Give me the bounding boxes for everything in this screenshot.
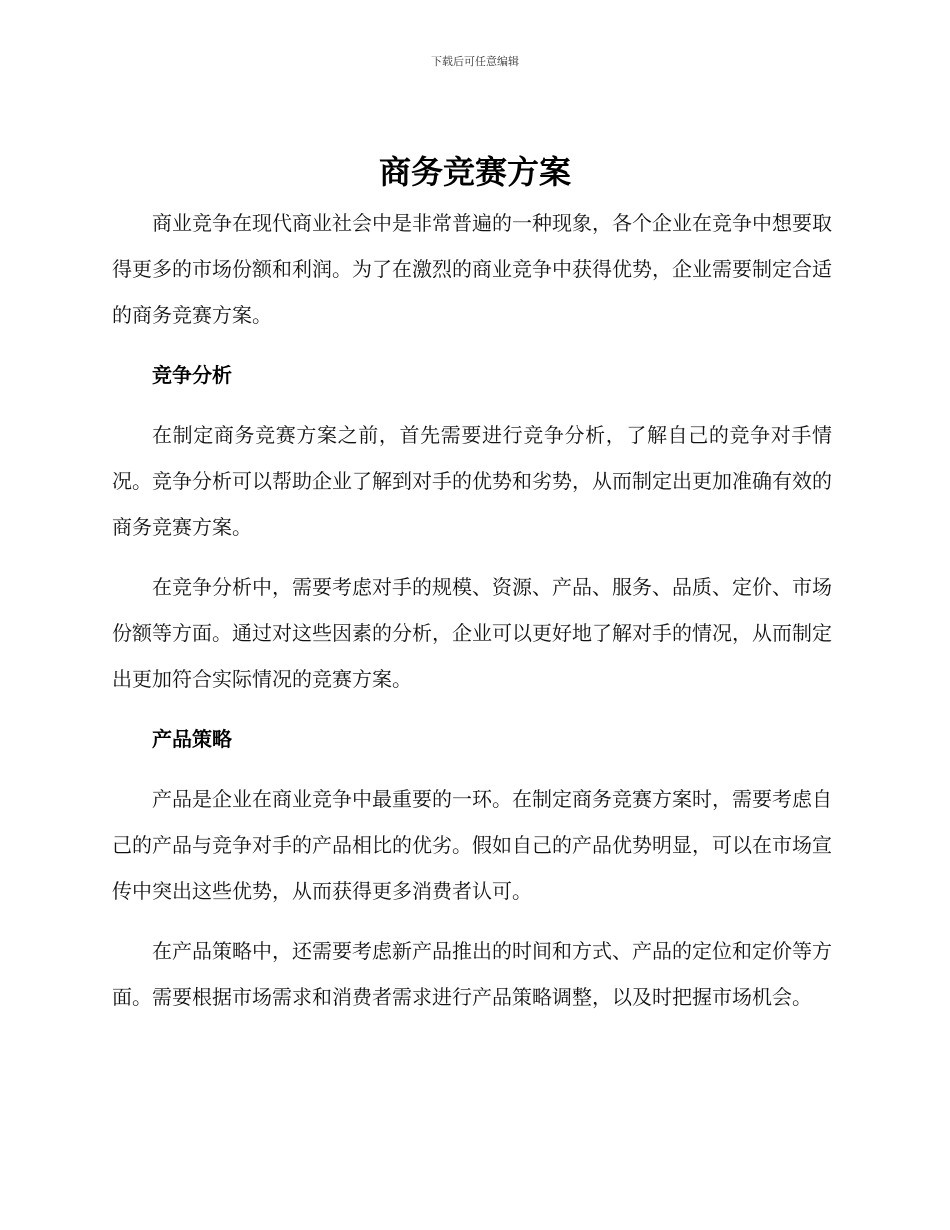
section-product-strategy (112, 716, 832, 1020)
document-body (112, 200, 832, 1034)
body-paragraph: 在竞争分析中，需要考虑对手的规模、资源、产品、服务、品质、定价、市场份额等方面。通过对这些因素的分析，企业可以更好地了解对手的情况，从而制定出更加符合实际情况的竞赛方案。 (112, 575, 832, 691)
body-paragraph: 在产品策略中，还需要考虑新产品推出的时间和方式、产品的定位和定价等方面。需要根据市场需求和消费者需求进行产品策略调整，以及时把握市场机会。 (112, 939, 832, 1009)
section-competition-analysis (112, 352, 832, 702)
document-title: 商务竞赛方案 (378, 153, 571, 191)
section-heading: 竞争分析 (152, 363, 232, 387)
body-paragraph: 产品是企业在商业竞争中最重要的一环。在制定商务竞赛方案时，需要考虑自己的产品与竞争对手的产品相比的优劣。假如自己的产品优势明显，可以在市场宣传中突出这些优势，从而获得更多消费者认可。 (112, 787, 832, 903)
body-paragraph: 在制定商务竞赛方案之前，首先需要进行竞争分析，了解自己的竞争对手情况。竞争分析可以帮助企业了解到对手的优势和劣势，从而制定出更加准确有效的商务竞赛方案。 (112, 423, 832, 539)
page-header-note: 下载后可任意编辑 (431, 55, 519, 68)
intro-paragraph: 商业竞争在现代商业社会中是非常普遍的一种现象，各个企业在竞争中想要取得更多的市场份额和利润。为了在激烈的商业竞争中获得优势，企业需要制定合适的商务竞赛方案。 (112, 211, 832, 327)
section-heading: 产品策略 (152, 727, 232, 751)
